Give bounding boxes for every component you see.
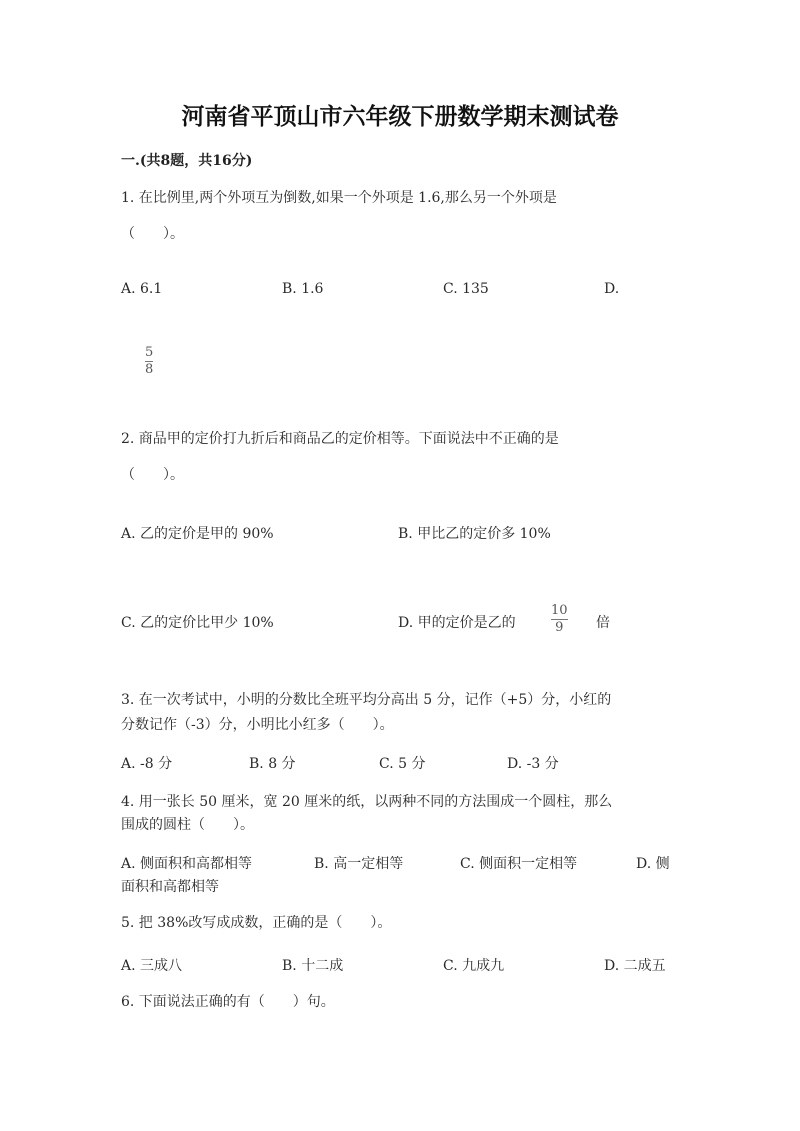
question-1-blank: （ ）。 bbox=[121, 226, 184, 242]
question-5-option-d: D. 二成五 bbox=[604, 958, 666, 974]
question-1-option-a: A. 6.1 bbox=[121, 281, 163, 297]
question-2-option-d: D. 甲的定价是乙的 bbox=[398, 615, 516, 631]
question-5-text: 5. 把 38%改写成成数，正确的是（ ）。 bbox=[121, 915, 392, 931]
fraction-denominator: 9 bbox=[555, 620, 564, 635]
question-3-option-c: C. 5 分 bbox=[379, 756, 426, 772]
question-1-text: 1. 在比例里,两个外项互为倒数,如果一个外项是 1.6,那么另一个外项是 bbox=[121, 190, 557, 206]
fraction-numerator: 5 bbox=[145, 345, 154, 360]
fraction-numerator: 10 bbox=[551, 603, 568, 618]
question-2-blank: （ ）。 bbox=[121, 467, 184, 483]
question-3-text: 3. 在一次考试中，小明的分数比全班平均分高出 5 分，记作（+5）分，小红的 bbox=[121, 692, 612, 708]
question-4-option-c: C. 侧面积一定相等 bbox=[460, 856, 578, 872]
question-2-option-b: B. 甲比乙的定价多 10% bbox=[398, 526, 551, 542]
question-2-option-d-fraction bbox=[551, 604, 568, 635]
question-2-option-c: C. 乙的定价比甲少 10% bbox=[121, 615, 274, 631]
question-4-option-d-wrap: 面积和高都相等 bbox=[121, 879, 219, 895]
question-4-text: 4. 用一张长 50 厘米，宽 20 厘米的纸，以两种不同的方法围成一个圆柱，那么 bbox=[121, 794, 613, 810]
question-6-text: 6. 下面说法正确的有（ ）句。 bbox=[121, 994, 335, 1010]
question-4-text-cont: 围成的圆柱（ ）。 bbox=[121, 817, 254, 833]
question-3-option-d: D. -3 分 bbox=[507, 756, 559, 772]
question-4-option-a: A. 侧面积和高都相等 bbox=[121, 856, 253, 872]
question-5-option-b: B. 十二成 bbox=[282, 958, 344, 974]
question-1-option-d: D. bbox=[604, 281, 620, 297]
question-2-option-a: A. 乙的定价是甲的 90% bbox=[121, 526, 274, 542]
question-5-option-c: C. 九成九 bbox=[443, 958, 505, 974]
question-5-option-a: A. 三成八 bbox=[121, 958, 183, 974]
question-2-text: 2. 商品甲的定价打九折后和商品乙的定价相等。下面说法中不正确的是 bbox=[121, 431, 559, 447]
question-1-option-c: C. 135 bbox=[443, 281, 489, 297]
page-title: 河南省平顶山市六年级下册数学期末测试卷 bbox=[181, 103, 619, 130]
question-1-option-d-fraction bbox=[145, 346, 153, 377]
question-1-option-b: B. 1.6 bbox=[282, 281, 324, 297]
question-3-option-b: B. 8 分 bbox=[249, 756, 296, 772]
question-3-text-cont: 分数记作（-3）分，小明比小红多（ ）。 bbox=[121, 717, 394, 733]
question-4-option-d: D. 侧 bbox=[636, 856, 670, 872]
fraction-denominator: 8 bbox=[145, 362, 154, 377]
question-3-option-a: A. -8 分 bbox=[121, 756, 173, 772]
question-4-option-b: B. 高一定相等 bbox=[314, 856, 404, 872]
question-2-option-d-suffix: 倍 bbox=[596, 615, 610, 631]
section-heading: 一.(共8题，共16分) bbox=[121, 153, 253, 169]
